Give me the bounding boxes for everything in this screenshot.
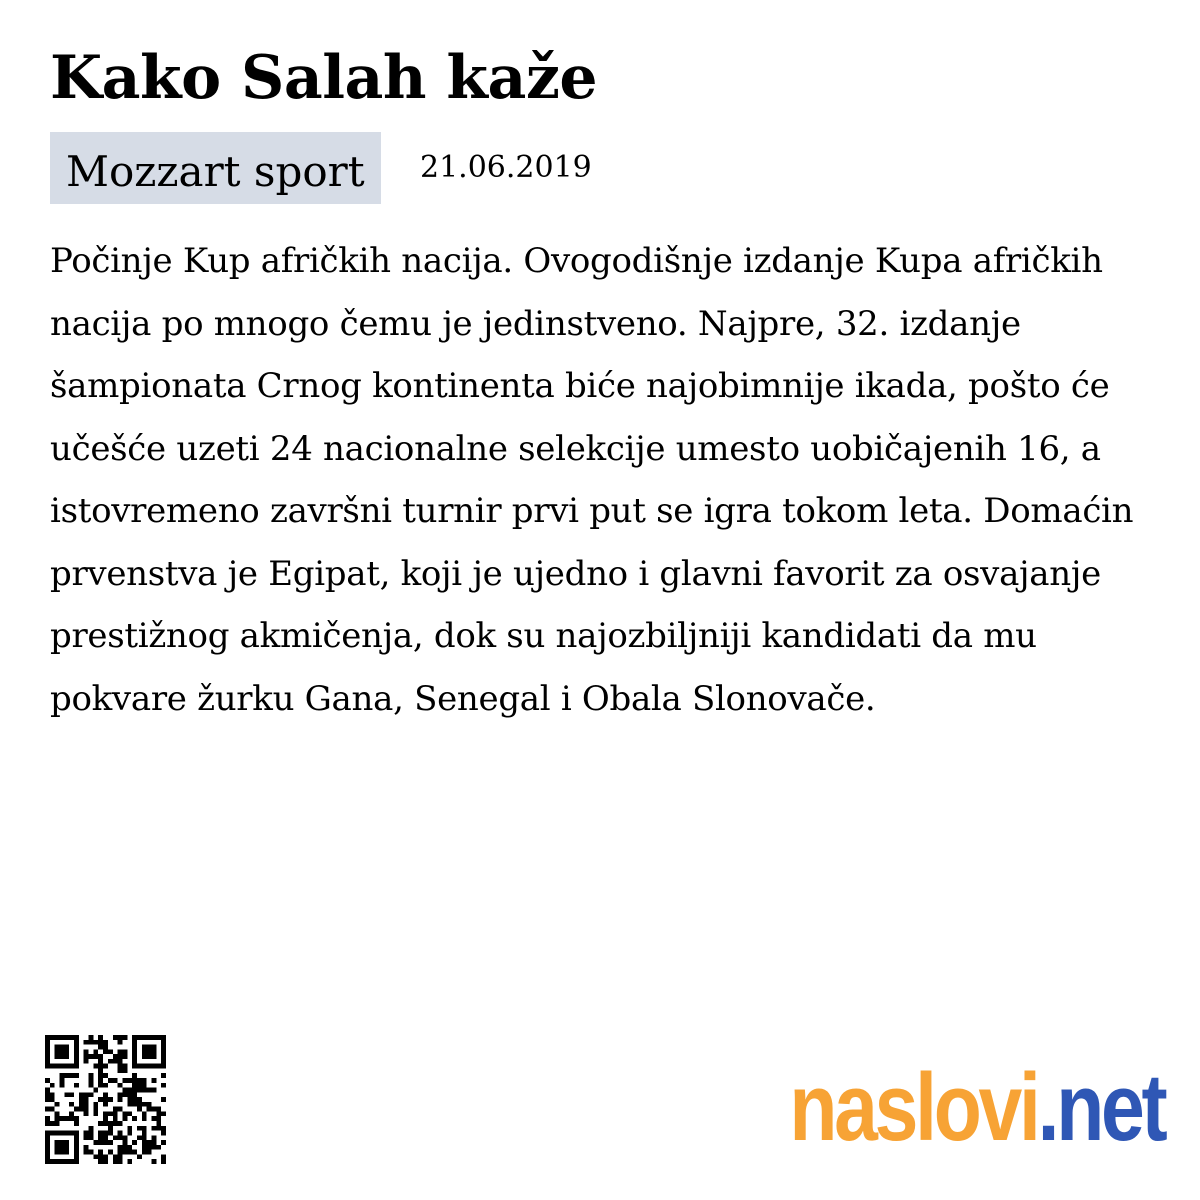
article-body: Počinje Kup afričkih nacija. Ovogodišnje izdanje Kupa afričkih nacija po mnogo čemu je jedinstveno. Najpre, 32. izdanje šampionata Crnog kontinenta biće najobimnije ikada, pošto će učešće uzeti 24 nacionalne selekcije umesto uobičajenih 16, a istovremeno završni turnir prvi put se igra tokom leta. Domaćin prvenstva je Egipat, koji je ujedno i glavni favorit za osvajanje prestižnog akmičenja, dok su najozbiljniji kandidati da mu pokvare žurku Gana, Senegal i Obala Slonovače.: [50, 241, 1134, 719]
logo-text-primary: naslovi: [788, 1054, 1038, 1161]
logo-text-secondary: .net: [1037, 1054, 1164, 1161]
qr-code-icon: [45, 1035, 166, 1164]
source-badge[interactable]: Mozzart sport: [50, 132, 381, 204]
naslovi-net-logo[interactable]: [789, 1048, 1164, 1168]
article-title: Kako Salah kaže: [50, 43, 598, 113]
publish-date: 21.06.2019: [420, 150, 592, 185]
